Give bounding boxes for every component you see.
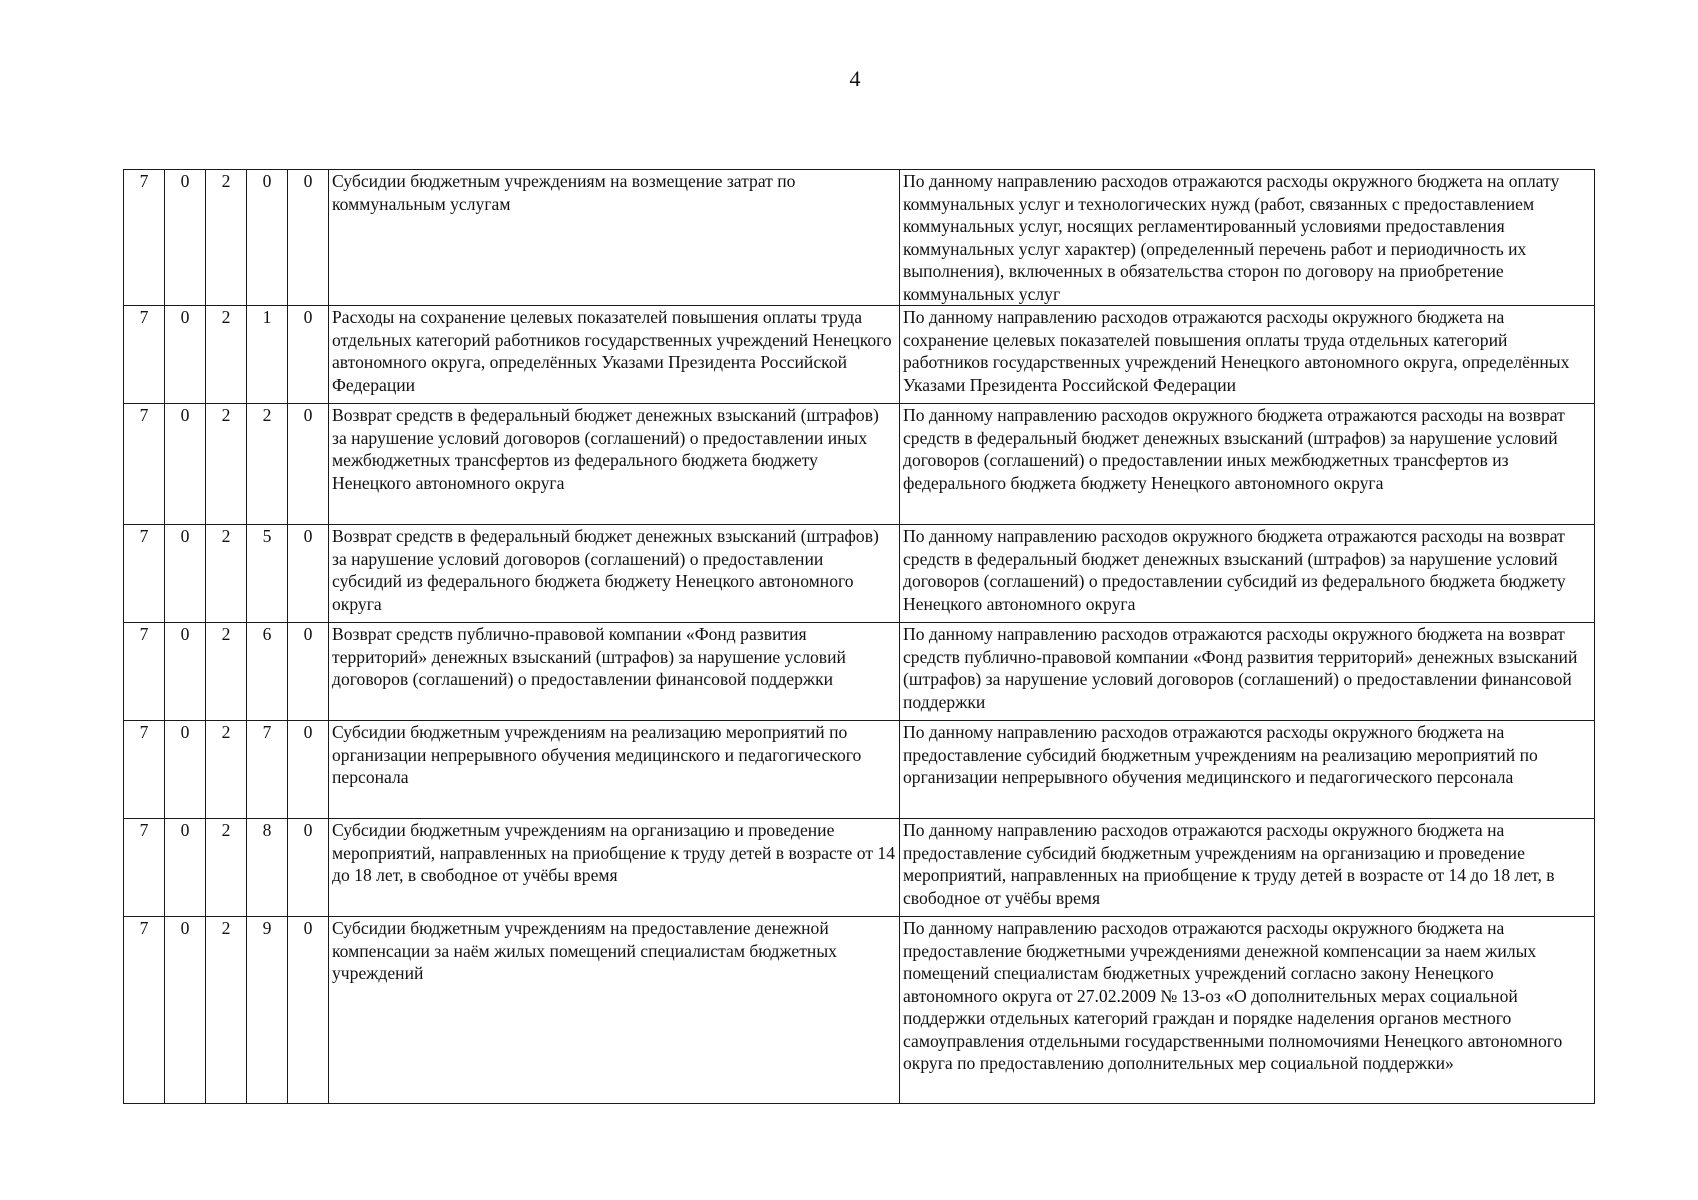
code-digit-1: 7	[124, 819, 165, 917]
expense-name: Возврат средств в федеральный бюджет денежных взысканий (штрафов) за нарушение условий договоров (соглашений) о предоставлении иных межбюджетных трансфертов из федерального бюджета бюджету Ненецкого автономного округа	[329, 404, 900, 525]
code-digit-2: 0	[165, 819, 206, 917]
code-digit-4: 9	[247, 917, 288, 1104]
expense-description: По данному направлению расходов отражаются расходы окружного бюджета на возврат средств публично-правовой компании «Фонд развития территорий» денежных взысканий (штрафов) за нарушение условий договоров (соглашений) о предоставлении финансовой поддержки	[900, 623, 1595, 721]
table-row	[124, 721, 1595, 819]
code-digit-4: 1	[247, 306, 288, 404]
expense-name: Возврат средств в федеральный бюджет денежных взысканий (штрафов) за нарушение условий договоров (соглашений) о предоставлении субсидий из федерального бюджета бюджету Ненецкого автономного округа	[329, 525, 900, 623]
table-row	[124, 170, 1595, 306]
table-row	[124, 525, 1595, 623]
expense-name: Субсидии бюджетным учреждениям на реализацию мероприятий по организации непрерывного обучения медицинского и педагогического персонала	[329, 721, 900, 819]
code-digit-3: 2	[206, 170, 247, 306]
code-digit-1: 7	[124, 525, 165, 623]
code-digit-3: 2	[206, 819, 247, 917]
expense-description: По данному направлению расходов отражаются расходы окружного бюджета на оплату коммунальных услуг и технологических нужд (работ, связанных с предоставлением коммунальных услуг, носящих регламентированный условиями предоставления коммунальных услуг характер) (определенный перечень работ и периодичность их выполнения), включенных в обязательства сторон по договору на приобретение коммунальных услуг	[900, 170, 1595, 306]
code-digit-2: 0	[165, 917, 206, 1104]
code-digit-5: 0	[288, 404, 329, 525]
code-digit-4: 6	[247, 623, 288, 721]
table-row	[124, 306, 1595, 404]
table-row	[124, 917, 1595, 1104]
code-digit-3: 2	[206, 623, 247, 721]
code-digit-4: 7	[247, 721, 288, 819]
code-digit-1: 7	[124, 917, 165, 1104]
code-digit-1: 7	[124, 306, 165, 404]
code-digit-4: 0	[247, 170, 288, 306]
expense-description: По данному направлению расходов отражаются расходы окружного бюджета на предоставление субсидий бюджетным учреждениям на реализацию мероприятий по организации непрерывного обучения медицинского и педагогического персонала	[900, 721, 1595, 819]
code-digit-5: 0	[288, 917, 329, 1104]
code-digit-4: 8	[247, 819, 288, 917]
code-digit-4: 2	[247, 404, 288, 525]
code-digit-4: 5	[247, 525, 288, 623]
expense-description: По данному направлению расходов отражаются расходы окружного бюджета на предоставление бюджетными учреждениями денежной компенсации за наем жилых помещений специалистам бюджетных учреждений согласно закону Ненецкого автономного округа от 27.02.2009 № 13-оз «О дополнительных мерах социальной поддержки отдельных категорий граждан и порядке наделения органов местного самоуправления отдельными государственными полномочиями Ненецкого автономного округа по предоставлению дополнительных мер социальной поддержки»	[900, 917, 1595, 1104]
code-digit-5: 0	[288, 170, 329, 306]
expense-name: Субсидии бюджетным учреждениям на предоставление денежной компенсации за наём жилых помещений специалистам бюджетных учреждений	[329, 917, 900, 1104]
code-digit-3: 2	[206, 721, 247, 819]
code-digit-1: 7	[124, 170, 165, 306]
expense-description: По данному направлению расходов отражаются расходы окружного бюджета на сохранение целевых показателей повышения оплаты труда отдельных категорий работников государственных учреждений Ненецкого автономного округа, определённых Указами Президента Российской Федерации	[900, 306, 1595, 404]
page-number: 4	[849, 66, 861, 91]
code-digit-2: 0	[165, 721, 206, 819]
expense-name: Расходы на сохранение целевых показателей повышения оплаты труда отдельных категорий работников государственных учреждений Ненецкого автономного округа, определённых Указами Президента Российской Федерации	[329, 306, 900, 404]
code-digit-5: 0	[288, 721, 329, 819]
code-digit-1: 7	[124, 721, 165, 819]
expense-name: Субсидии бюджетным учреждениям на организацию и проведение мероприятий, направленных на приобщение к труду детей в возрасте от 14 до 18 лет, в свободное от учёбы время	[329, 819, 900, 917]
code-digit-2: 0	[165, 623, 206, 721]
code-digit-3: 2	[206, 404, 247, 525]
code-digit-2: 0	[165, 170, 206, 306]
expense-description: По данному направлению расходов окружного бюджета отражаются расходы на возврат средств в федеральный бюджет денежных взысканий (штрафов) за нарушение условий договоров (соглашений) о предоставлении иных межбюджетных трансфертов из федерального бюджета бюджету Ненецкого автономного округа	[900, 404, 1595, 525]
code-digit-2: 0	[165, 306, 206, 404]
code-digit-3: 2	[206, 525, 247, 623]
expense-name: Субсидии бюджетным учреждениям на возмещение затрат по коммунальным услугам	[329, 170, 900, 306]
table-row	[124, 819, 1595, 917]
expense-description: По данному направлению расходов отражаются расходы окружного бюджета на предоставление субсидий бюджетным учреждениям на организацию и проведение мероприятий, направленных на приобщение к труду детей в возрасте от 14 до 18 лет, в свободное от учёбы время	[900, 819, 1595, 917]
code-digit-3: 2	[206, 306, 247, 404]
code-digit-2: 0	[165, 404, 206, 525]
code-digit-1: 7	[124, 623, 165, 721]
budget-codes-table	[123, 169, 1595, 1104]
code-digit-5: 0	[288, 525, 329, 623]
expense-description: По данному направлению расходов окружного бюджета отражаются расходы на возврат средств в федеральный бюджет денежных взысканий (штрафов) за нарушение условий договоров (соглашений) о предоставлении субсидий из федерального бюджета бюджету Ненецкого автономного округа	[900, 525, 1595, 623]
code-digit-5: 0	[288, 623, 329, 721]
code-digit-3: 2	[206, 917, 247, 1104]
table-row	[124, 404, 1595, 525]
expense-name: Возврат средств публично-правовой компании «Фонд развития территорий» денежных взысканий (штрафов) за нарушение условий договоров (соглашений) о предоставлении финансовой поддержки	[329, 623, 900, 721]
code-digit-2: 0	[165, 525, 206, 623]
code-digit-5: 0	[288, 819, 329, 917]
table-row	[124, 623, 1595, 721]
code-digit-5: 0	[288, 306, 329, 404]
code-digit-1: 7	[124, 404, 165, 525]
